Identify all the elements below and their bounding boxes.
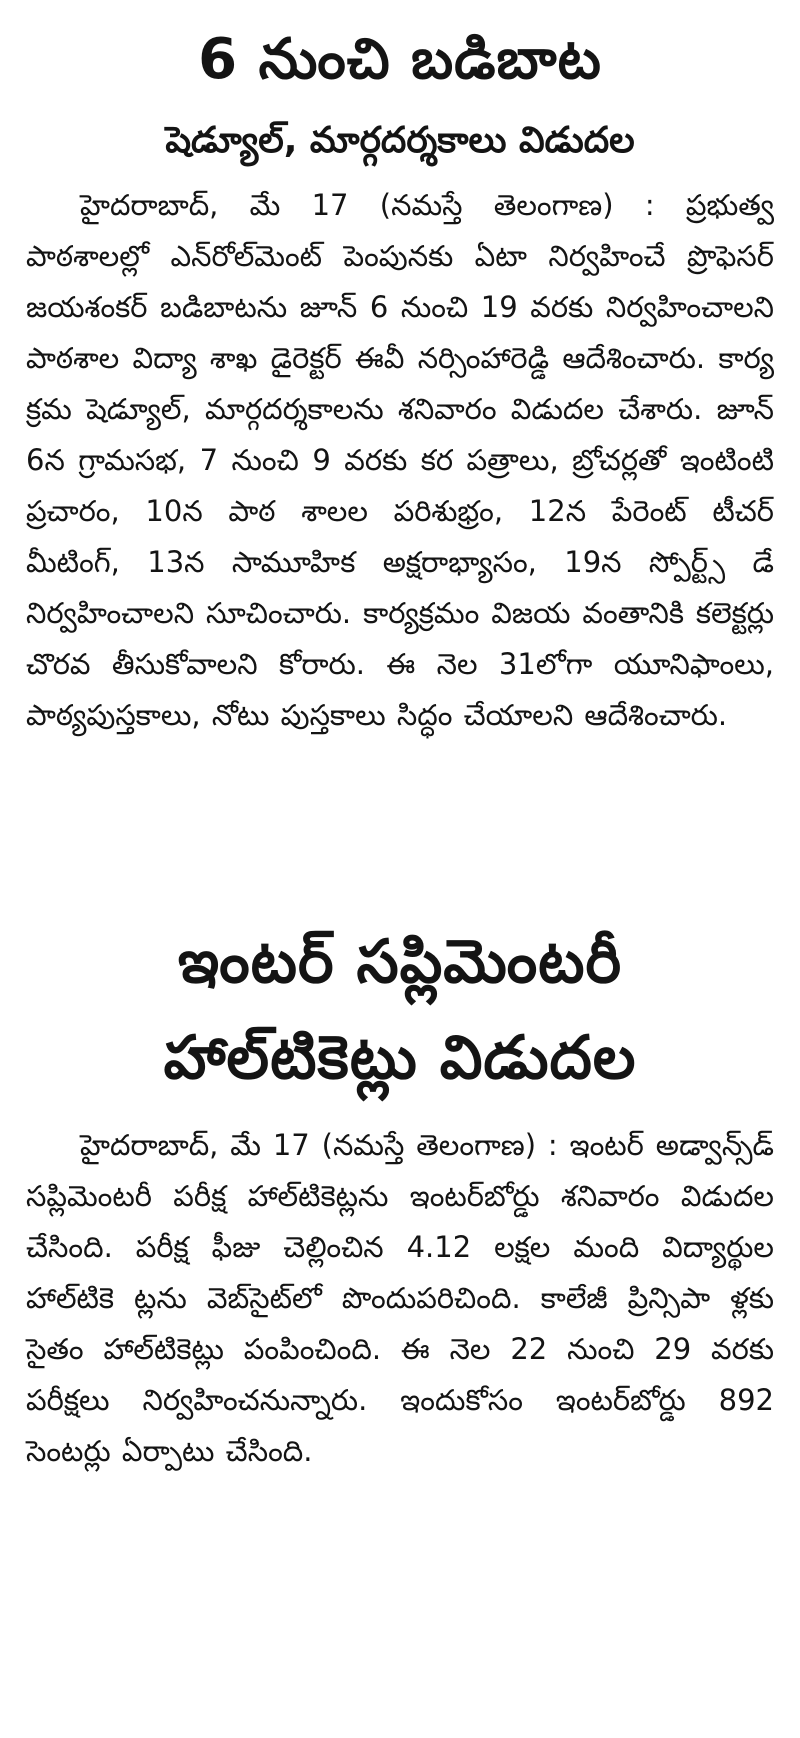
article-badibata — [26, 14, 774, 886]
article-subheadline: షెడ్యూల్‌, మార్గదర్శకాలు విడుదల — [165, 120, 635, 161]
article-headline: 6 నుంచి బడిబాట — [198, 27, 602, 92]
article-body — [26, 1120, 774, 1477]
article-dateline: హైదరాబాద్‌, మే 17 (నమస్తే తెలంగాణ) : — [80, 1128, 558, 1162]
article-dateline: హైదరాబాద్‌, మే 17 (నమస్తే తెలంగాణ) : — [80, 188, 655, 222]
article-headline-block — [26, 914, 774, 1106]
article-body-text: ప్రభుత్వ పాఠశాలల్లో ఎన్‌రోల్‌మెంట్‌ పెంపునకు ఏటా నిర్వహించే ప్రొఫెసర్‌ జయశంకర్‌ బడిబాటను జూన్‌ 6 నుంచి 19 వరకు నిర్వహించాలని పాఠశాల విద్యా శాఖ డైరెక్టర్‌ ఈవీ నర్సింహారెడ్డి ఆదేశించారు. కార్య క్రమ షెడ్యూల్‌, మార్గదర్శకాలను శనివారం విడుదల చేశారు. జూన్‌ 6న గ్రామసభ, 7 నుంచి 9 వరకు కర పత్రాలు, బ్రోచర్లతో ఇంటింటి ప్రచారం, 10న పాఠ శాలల పరిశుభ్రం, 12న పేరెంట్‌ టీచర్‌ మీటింగ్‌, 13న సామూహిక అక్షరాభ్యాసం, 19న స్పోర్ట్స్‌ డే నిర్వహించాలని సూచించారు. కార్యక్రమం విజయ వంతానికి కలెక్టర్లు చొరవ తీసుకోవాలని కోరారు. ఈ నెల 31లోగా యూనిఫాంలు, పాఠ్యపుస్తకాలు, నోటు పుస్తకాలు సిద్ధం చేయాలని ఆదేశించారు. — [26, 188, 774, 732]
article-inter-supplementary — [26, 914, 774, 1477]
article-headline-line1: ఇంటర్‌ సప్లిమెంటరీ — [177, 927, 623, 997]
article-headline-line2: హాల్‌టికెట్లు విడుదల — [163, 1023, 637, 1093]
article-body-text: ఇంటర్‌ అడ్వాన్స్‌డ్‌ సప్లిమెంటరీ పరీక్ష హాల్‌టికెట్లను ఇంటర్‌బోర్డు శనివారం విడుదల చేసింది. పరీక్ష ఫీజు చెల్లించిన 4.12 లక్షల మంది విద్యార్థుల హాల్‌టికె ట్లను వెబ్‌సైట్‌లో పొందుపరిచింది. కాలేజీ ప్రిన్సిపా ళ్లకు సైతం హాల్‌టికెట్లు పంపించింది. ఈ నెల 22 నుంచి 29 వరకు పరీక్షలు నిర్వహించనున్నారు. ఇందుకోసం ఇంటర్‌బోర్డు 892 సెంటర్లు ఏర్పాటు చేసింది. — [26, 1128, 774, 1468]
article-body — [26, 180, 774, 741]
